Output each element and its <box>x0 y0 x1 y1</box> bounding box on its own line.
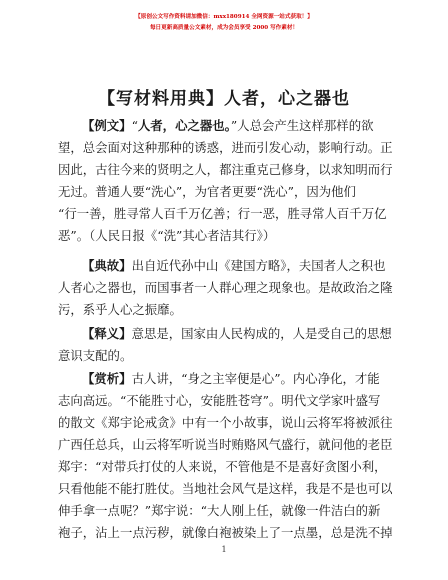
paragraph-line: 无过。普通人要“洗心”，为官者更要“洗心”，因为他们 <box>58 184 356 199</box>
paragraph-line: 望，总会面对这种那种的诱惑，进而引发心动，影响行动。正 <box>58 140 393 155</box>
paragraph-line: 志向高远。“不能胜寸心，安能胜苍穹”。明代文学家叶盛写 <box>58 393 381 408</box>
paragraph-line: 恶”。（人民日报《“洗”其心者洁其行》） <box>58 228 276 243</box>
paragraph-meaning <box>58 323 400 367</box>
promo-banner-line-2: 每日更新高质量公文素材，成为会员享受 2000 写作素材！ <box>149 25 299 31</box>
highlighted-phrase: 人者，心之器也。 <box>137 118 231 133</box>
paragraph-allusion <box>58 255 400 321</box>
quote-open: “ <box>131 118 138 133</box>
line-text: 古人讲，“身之主宰便是心”。内心净化，才能 <box>131 371 380 386</box>
page-number: 1 <box>221 545 227 554</box>
promo-banner-line-1: 【原创公文写作资料请加微信：mxx180914 全网资源一站式获取！】 <box>135 14 313 20</box>
paragraph-appreciation <box>58 368 400 544</box>
paragraph-tag: 【赏析】 <box>82 371 132 386</box>
paragraph-line <box>58 323 400 345</box>
paragraph-line <box>58 368 400 390</box>
line-text: ”人总会产生这样那样的欲 <box>230 118 374 133</box>
paragraph-line: 郑宇：“对带兵打仗的人来说，不管他是不是喜好贪图小利， <box>58 459 387 474</box>
paragraph-line: 只看他能不能打胜仗。当地社会风气是这样，我是不是也可以 <box>58 481 393 496</box>
document-title: 【写材料用典】人者，心之器也 <box>98 89 350 109</box>
paragraph-line: 人者心之器也，而国事者一人群心理之现象也。是故政治之隆 <box>58 280 393 295</box>
paragraph-tag: 【典故】 <box>82 258 132 273</box>
paragraph-line <box>58 115 400 137</box>
paragraph-tag: 【例文】 <box>82 118 132 133</box>
paragraph-line: 污，系乎人心之振靡。 <box>58 302 182 317</box>
paragraph-line: 广西任总兵，山云将军听说当时贿赂风气盛行，就问他的老臣 <box>58 437 393 452</box>
paragraph-tag: 【释义】 <box>82 326 132 341</box>
paragraph-line <box>58 255 400 277</box>
line-text: 意思是，国家由人民构成的，人是受自己的思想 <box>131 326 392 341</box>
line-text: 出自近代孙中山《建国方略》，夫国者人之积也 <box>131 258 386 273</box>
paragraph-line: 的散文《郑宇论戒贪》中有一个小故事，说山云将军将被派往 <box>58 415 393 430</box>
paragraph-line: 袍子，沾上一点污秽，就像白袍被染上了一点墨，总是洗不掉 <box>58 525 393 540</box>
paragraph-example <box>58 115 400 247</box>
paragraph-line: 意识支配的。 <box>58 348 133 363</box>
paragraph-line: 因此，古往今来的贤明之人，都注重克己修身，以求知明而行 <box>58 162 393 177</box>
paragraph-line: 伸手拿一点呢？”郑宇说：“大人刚上任，就像一件洁白的新 <box>58 503 381 518</box>
paragraph-line: “行一善，胜寻常人百千万亿善；行一恶，胜寻常人百千万亿 <box>58 206 387 221</box>
